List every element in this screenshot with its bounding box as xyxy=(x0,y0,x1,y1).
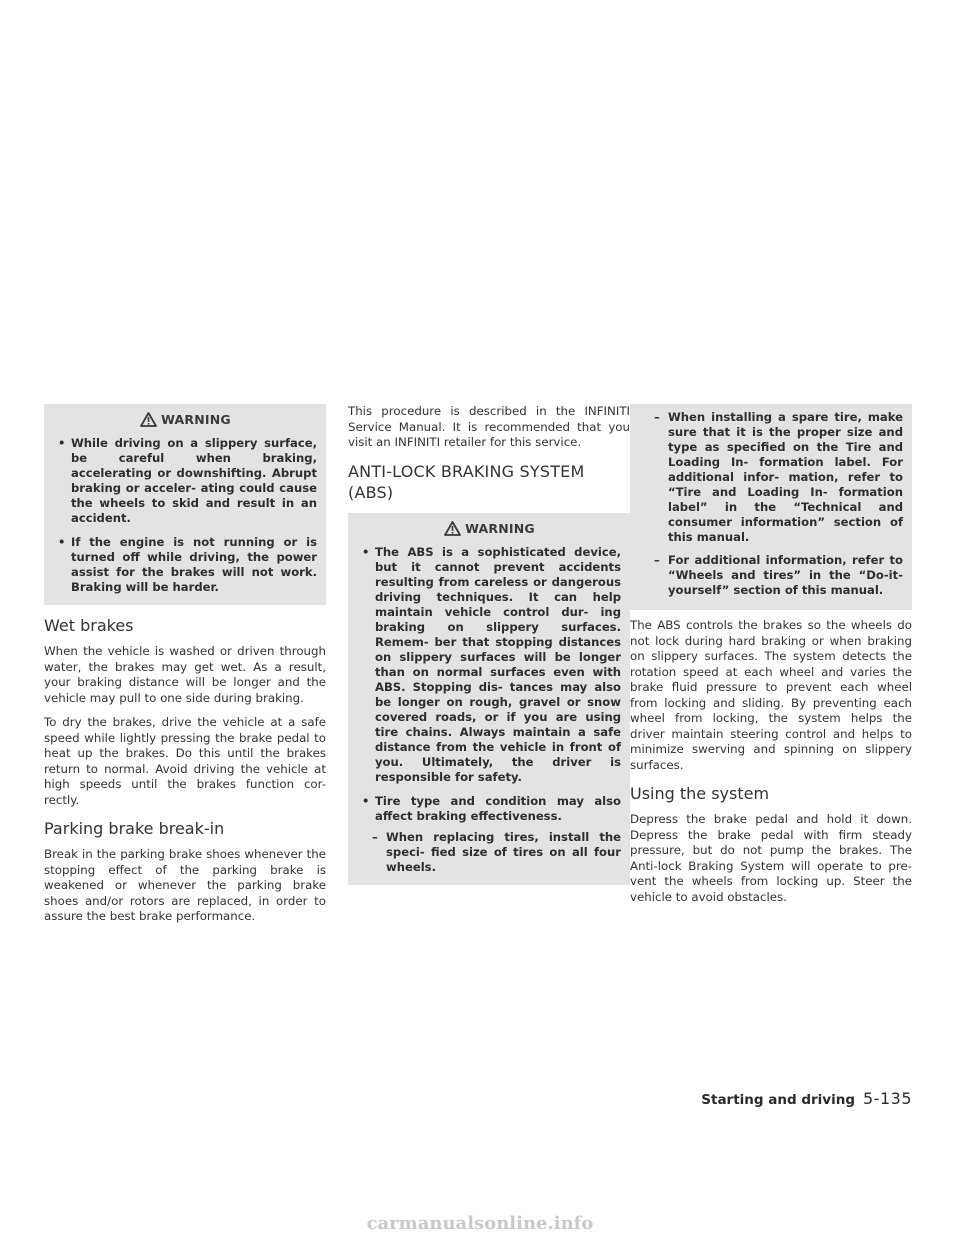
paragraph: To dry the brakes, drive the vehicle at a safe speed while lightly pressing the brake pedal to heat up the brakes. Do this until the brakes return to normal. Avoid driving the vehicle at high speeds until the brakes function cor- rectly. xyxy=(44,715,326,807)
bullet-dot: • xyxy=(58,535,66,549)
warning-box-2 xyxy=(348,513,630,885)
warning-subitem xyxy=(640,410,903,545)
paragraph: Break in the parking brake shoes whenever the stopping effect of the parking brake is weakened or whenever the parking brake shoes and/or rotors are replaced, in order to assure the best brake performance. xyxy=(44,847,326,923)
column-2 xyxy=(348,404,630,885)
footer-section-title: Starting and driving xyxy=(701,1092,855,1108)
warning-item xyxy=(54,535,317,595)
warning-item xyxy=(358,794,621,875)
paragraph: Depress the brake pedal and hold it down. Depress the brake pedal with firm steady pressure, but do not pump the brakes. The Anti-lock Braking System will operate to pre- vent the wheels from locking up. Steer the vehicle to avoid obstacles. xyxy=(630,812,912,904)
warning-subitem-text: For additional information, refer to “Wheels and tires” in the “Do-it- yourself” section of this manual. xyxy=(668,553,903,597)
column-3 xyxy=(630,404,912,914)
warning-subitem xyxy=(640,553,903,598)
warning-subitem-text: When installing a spare tire, make sure that it is the proper size and type as specified on the Tire and Loading In- formation label. For additional infor- mation, refer to “Tire and Loading In- formation label” in the “Technical and consumer information” section of this manual. xyxy=(668,410,903,544)
warning-box-1 xyxy=(44,404,326,605)
paragraph-abs: The ABS controls the brakes so the wheels do not lock during hard braking or when braking on slippery surfaces. The system detects the rotation speed at each wheel and varies the brake fluid pressure to prevent each wheel from locking and sliding. By preventing each wheel from locking, the system helps the driver maintain steering control and helps to minimize swerving and spinning on slippery surfaces. xyxy=(630,618,912,772)
warning-title: WARNING xyxy=(161,412,231,427)
heading-using-system: Using the system xyxy=(630,784,770,803)
warning-item-text: Tire type and condition may also affect braking effectiveness. xyxy=(375,793,621,823)
watermark: carmanualsonline.info xyxy=(366,1213,594,1234)
column-1 xyxy=(44,404,326,934)
heading-parking-brake: Parking brake break-in xyxy=(44,819,225,838)
page-number: 5-135 xyxy=(863,1089,912,1108)
warning-item xyxy=(54,436,317,526)
paragraph: When the vehicle is washed or driven through water, the brakes may get wet. As a result, your braking distance will be longer and the vehicle may pull to one side during braking. xyxy=(44,644,326,705)
dash-marker: – xyxy=(372,829,378,844)
heading-abs: ANTI-LOCK BRAKING SYSTEM (ABS) xyxy=(348,461,585,502)
warning-subitem-text: When replacing tires, install the speci- fied size of tires on all four wheels. xyxy=(386,829,621,874)
paragraph-intro: This procedure is described in the INFINITI Service Manual. It is recommended that you visit an INFINITI retailer for this service. xyxy=(348,404,630,449)
warning-item-text: While driving on a slippery surface, be careful when braking, accelerating or downshifting. Abrupt braking or acceler- ating could cause the wheels to skid and result in an accident. xyxy=(71,436,317,525)
warning-header xyxy=(54,410,317,436)
dash-marker: – xyxy=(654,410,660,424)
warning-item xyxy=(358,545,621,785)
bullet-dot: • xyxy=(362,544,370,559)
dash-marker: – xyxy=(654,553,660,567)
warning-item-text: The ABS is a sophisticated device, but it cannot prevent accidents resulting from careless or dangerous driving techniques. It can help maintain vehicle control dur- ing braking on slippery surfaces. Remem- ber that stopping distances on slippery surfaces will be longer than on normal surfaces even with ABS. Stopping dis- tances may also be longer on rough, gravel or snow covered roads, or if you are using tire chains. Always maintain a safe distance from the vehicle in front of you. Ultimately, the driver is responsible for safety. xyxy=(375,544,621,784)
warning-title: WARNING xyxy=(465,520,535,536)
page-footer xyxy=(701,1089,912,1108)
bullet-dot: • xyxy=(362,793,370,808)
warning-triangle-icon xyxy=(444,521,461,536)
bullet-dot: • xyxy=(58,436,66,450)
heading-wet-brakes: Wet brakes xyxy=(44,616,134,635)
warning-triangle-icon xyxy=(140,412,157,427)
warning-subitem xyxy=(358,830,621,875)
warning-header xyxy=(358,519,621,545)
warning-item-text: If the engine is not running or is turned off while driving, the power assist for the brakes will not work. Braking will be harder. xyxy=(71,535,317,594)
warning-box-continued xyxy=(630,404,912,610)
